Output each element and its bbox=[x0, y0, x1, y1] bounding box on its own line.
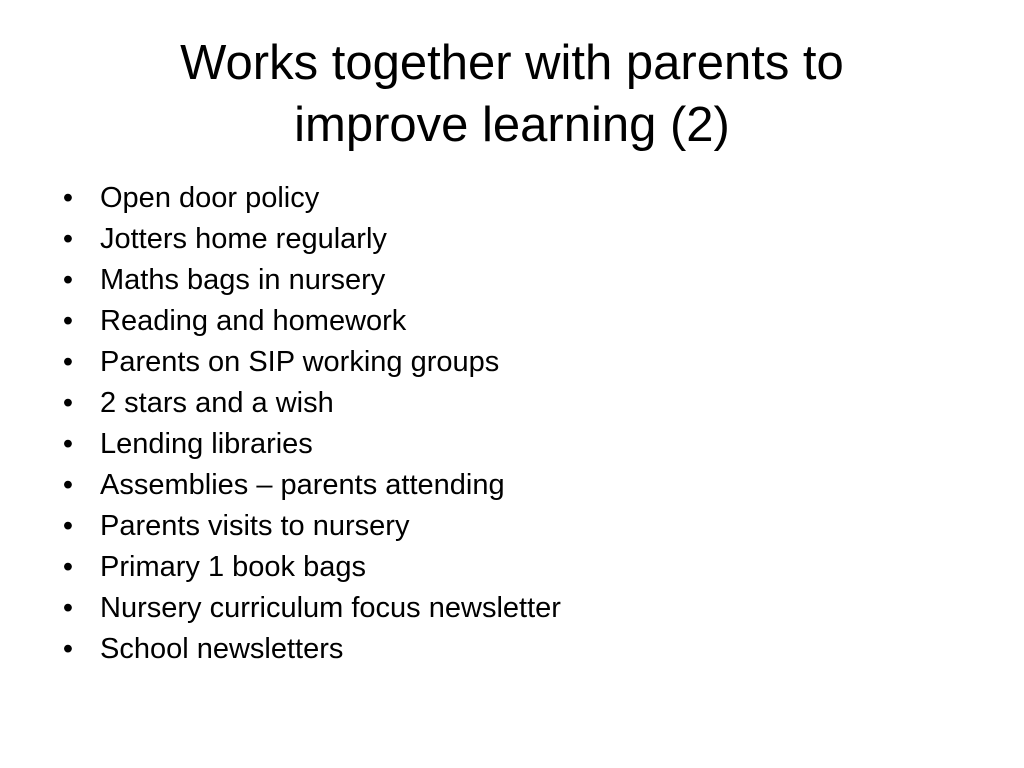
bullet-point-icon: • bbox=[62, 551, 74, 583]
bullet-text: Primary 1 book bags bbox=[100, 551, 366, 583]
bullet-item-sip-working-groups bbox=[58, 342, 958, 383]
bullet-item-jotters-home bbox=[58, 219, 958, 260]
bullet-list bbox=[58, 178, 958, 670]
bullet-text: Lending libraries bbox=[100, 428, 313, 460]
bullet-text: Open door policy bbox=[100, 182, 320, 214]
bullet-item-reading-homework bbox=[58, 301, 958, 342]
bullet-text: Nursery curriculum focus newsletter bbox=[100, 592, 561, 624]
bullet-point-icon: • bbox=[62, 182, 74, 214]
bullet-item-book-bags bbox=[58, 547, 958, 588]
bullet-item-maths-bags bbox=[58, 260, 958, 301]
bullet-item-lending-libraries bbox=[58, 424, 958, 465]
bullet-point-icon: • bbox=[62, 387, 74, 419]
bullet-text: 2 stars and a wish bbox=[100, 387, 334, 419]
bullet-point-icon: • bbox=[62, 469, 74, 501]
bullet-item-open-door-policy bbox=[58, 178, 958, 219]
bullet-text: Assemblies – parents attending bbox=[100, 469, 505, 501]
bullet-point-icon: • bbox=[62, 305, 74, 337]
bullet-point-icon: • bbox=[62, 223, 74, 255]
bullet-item-curriculum-newsletter bbox=[58, 588, 958, 629]
bullet-item-nursery-visits bbox=[58, 506, 958, 547]
bullet-text: Jotters home regularly bbox=[100, 223, 387, 255]
bullet-point-icon: • bbox=[62, 264, 74, 296]
bullet-point-icon: • bbox=[62, 428, 74, 460]
bullet-text: Reading and homework bbox=[100, 305, 407, 337]
bullet-item-two-stars-wish bbox=[58, 383, 958, 424]
slide-title-line-1: Works together with parents to bbox=[180, 36, 844, 90]
bullet-text: Parents visits to nursery bbox=[100, 510, 410, 542]
bullet-text: Parents on SIP working groups bbox=[100, 346, 500, 378]
bullet-point-icon: • bbox=[62, 633, 74, 665]
bullet-item-assemblies bbox=[58, 465, 958, 506]
slide-title bbox=[60, 32, 964, 156]
bullet-point-icon: • bbox=[62, 592, 74, 624]
bullet-text: School newsletters bbox=[100, 633, 344, 665]
slide-title-line-2: improve learning (2) bbox=[294, 98, 730, 152]
bullet-text: Maths bags in nursery bbox=[100, 264, 386, 296]
bullet-point-icon: • bbox=[62, 346, 74, 378]
bullet-point-icon: • bbox=[62, 510, 74, 542]
bullet-item-school-newsletters bbox=[58, 629, 958, 670]
